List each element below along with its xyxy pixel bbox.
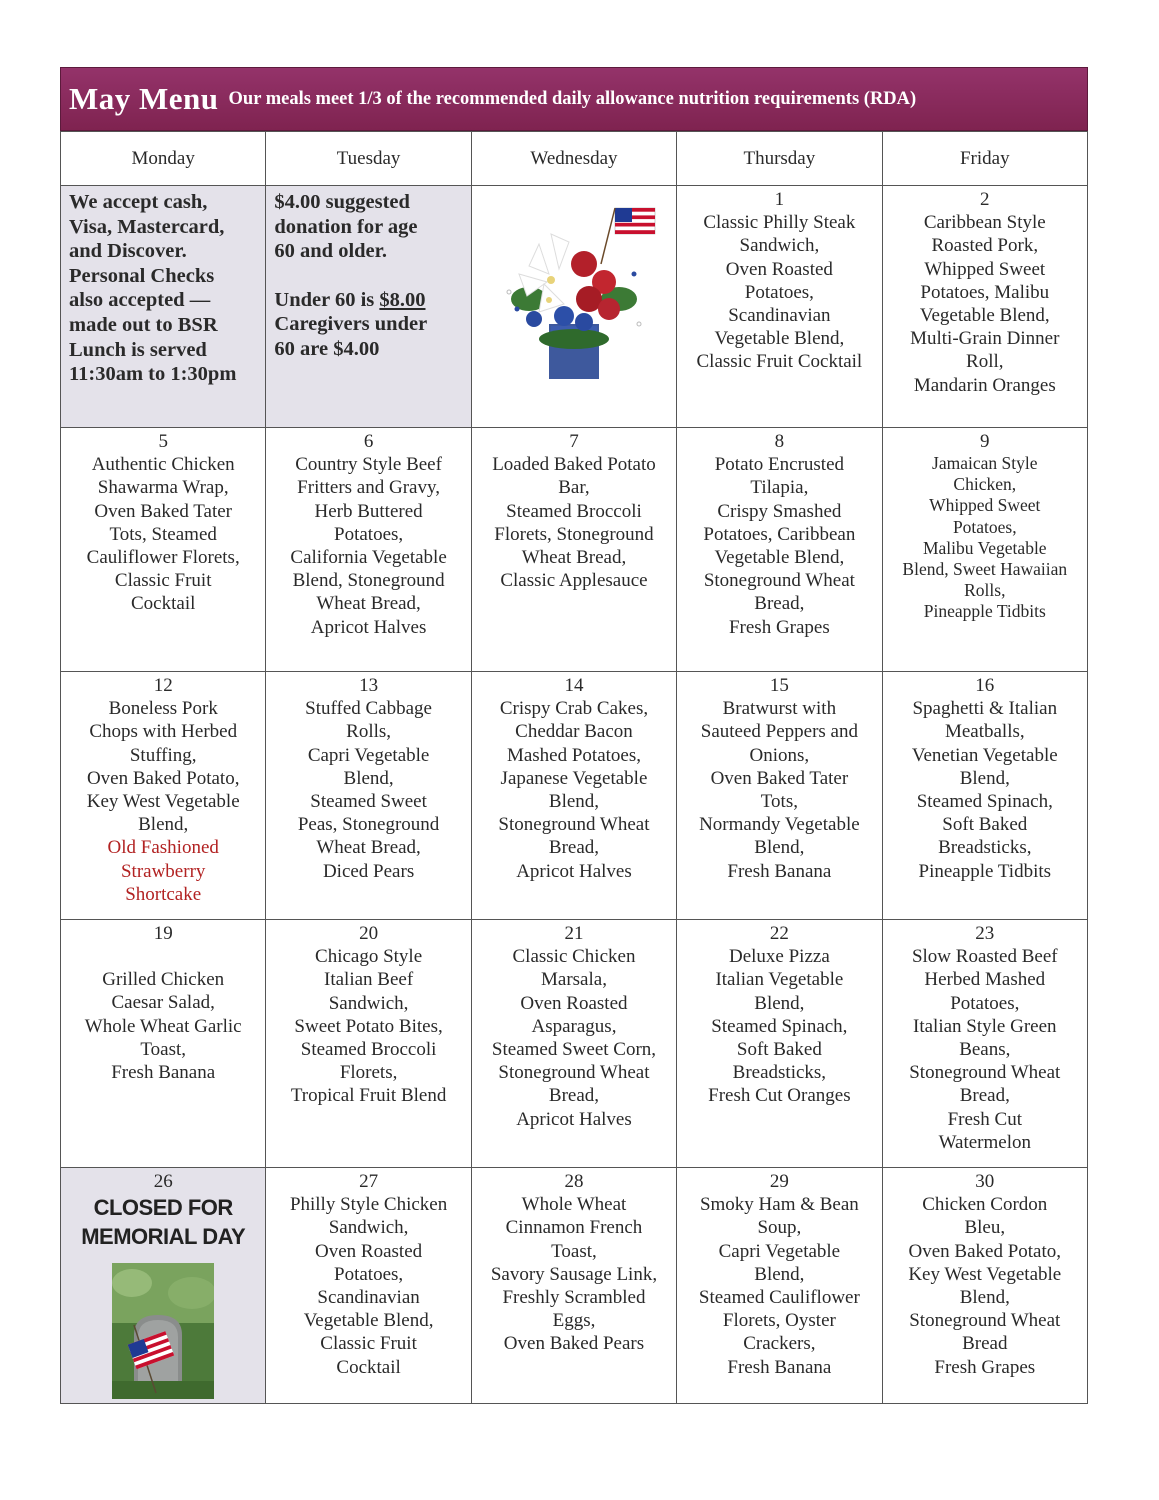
menu-line: Blend, [343, 767, 394, 789]
menu-line: Savory Sausage Link, [490, 1263, 658, 1285]
menu-line: Cocktail [131, 593, 196, 615]
menu-line: Oven Baked Pears [503, 1333, 645, 1355]
menu-line: Fritters and Gravy, [297, 477, 440, 499]
menu-line: Roll, [966, 351, 1004, 373]
day-number: 13 [359, 675, 379, 696]
menu-line: Blend, [548, 791, 600, 813]
menu-line: Whipped Sweet [924, 258, 1046, 280]
day-number: 19 [153, 923, 173, 944]
day-cell-6 [266, 428, 471, 672]
menu-line: Onions, [749, 744, 810, 766]
menu-line: Italian Style Green [913, 1015, 1057, 1037]
menu-line: Stoneground Wheat [703, 570, 855, 592]
menu-line: Steamed Broccoli [506, 500, 642, 522]
patriotic-flower-bouquet-image [489, 204, 659, 384]
menu-line: Bread, [754, 593, 805, 615]
menu-line: Bread [962, 1333, 1008, 1355]
menu-line: Normandy Vegetable [699, 814, 860, 836]
menu-line: Soft Baked [942, 814, 1028, 836]
menu-line: Loaded Baked Potato [492, 454, 656, 476]
menu-line: Classic Fruit [114, 570, 212, 592]
menu-line: Diced Pears [322, 860, 415, 882]
menu-line: Sandwich, [739, 235, 820, 257]
menu-line: Caribbean Style [923, 212, 1046, 234]
menu-line: Florets, [339, 1062, 398, 1084]
week-row-4 [61, 920, 1088, 1168]
menu-line: Oven Baked Tater [710, 767, 849, 789]
menu-line: Blend, [959, 767, 1010, 789]
menu-line: Oven Baked Potato, [908, 1240, 1062, 1262]
weekday-header-row [61, 132, 1088, 186]
under-60-prefix: Under 60 is [274, 288, 380, 311]
menu-line: Steamed Spinach, [916, 791, 1053, 813]
weekday-thursday: Thursday [677, 132, 882, 186]
menu-line: Spaghetti & Italian [912, 698, 1058, 720]
menu-line: Stuffed Cabbage [305, 698, 432, 720]
menu-line: Stoneground Wheat [498, 814, 650, 836]
day-number: 28 [564, 1171, 584, 1192]
day-cell-26 [61, 1168, 266, 1404]
closed-notice: MEMORIAL DAY [81, 1224, 246, 1250]
menu-line: Florets, Oyster [722, 1310, 836, 1332]
menu-line: Cocktail [336, 1356, 401, 1378]
menu-line: Tilapia, [750, 477, 809, 499]
menu-line: Italian Vegetable [715, 969, 844, 991]
menu-line: Vegetable Blend, [303, 1310, 434, 1332]
day-cell-15 [677, 672, 882, 920]
menu-line: Steamed Broccoli [300, 1039, 437, 1061]
closed-notice: CLOSED FOR [93, 1195, 233, 1221]
menu-line: Chicago Style [315, 946, 423, 968]
menu-line: Pineapple Tidbits [923, 601, 1046, 622]
menu-line: Oven Roasted [520, 992, 628, 1014]
menu-line: Peas, Stoneground [297, 814, 440, 836]
day-cell-23 [882, 920, 1087, 1168]
menu-line: California Vegetable [290, 547, 447, 569]
payment-line: 11:30am to 1:30pm [69, 363, 237, 386]
day-cell-30 [882, 1168, 1087, 1404]
menu-line: Potato Encrusted [714, 454, 844, 476]
donation-info-cell [266, 186, 471, 428]
day-number: 26 [153, 1171, 173, 1192]
menu-line: Wheat Bread, [316, 593, 421, 615]
menu-line: Fresh Cut [947, 1108, 1022, 1130]
payment-line: We accept cash, [69, 191, 208, 213]
menu-line: Tropical Fruit Blend [290, 1085, 447, 1107]
menu-line: Blend, [754, 992, 805, 1014]
week-row-3 [61, 672, 1088, 920]
payment-line: Lunch is served [69, 338, 207, 361]
day-number: 7 [569, 431, 579, 452]
menu-line: Herbed Mashed [924, 969, 1046, 991]
menu-line: Eggs, [552, 1310, 596, 1332]
menu-line: Cauliflower Florets, [86, 547, 240, 569]
day-number: 16 [975, 675, 995, 696]
payment-info-cell [61, 186, 266, 428]
menu-line: Herb Buttered [314, 500, 423, 522]
menu-line: Potatoes, [744, 281, 814, 303]
menu-line: Blend, Sweet Hawaiian [902, 559, 1068, 580]
caregiver-line: Caregivers under [274, 313, 428, 336]
menu-line: Jamaican Style [932, 453, 1038, 473]
menu-line: Slow Roasted Beef [911, 946, 1058, 968]
menu-line: Cinnamon French [505, 1217, 643, 1239]
menu-line: Fresh Grapes [934, 1356, 1036, 1378]
menu-line: Oven Baked Tater [94, 500, 232, 522]
menu-line: Breadsticks, [732, 1062, 827, 1084]
menu-line: Chops with Herbed [89, 721, 238, 743]
menu-line: Fresh Grapes [728, 616, 830, 638]
weekday-tuesday: Tuesday [266, 132, 471, 186]
menu-line: Potatoes, Malibu [920, 281, 1050, 303]
under-60-amount: $8.00 [379, 288, 426, 311]
menu-line: Asparagus, [531, 1015, 617, 1037]
menu-line: Malibu Vegetable [922, 537, 1047, 558]
menu-line: Mandarin Oranges [913, 374, 1056, 396]
menu-line: Toast, [140, 1038, 187, 1060]
menu-title: May Menu [69, 81, 219, 116]
menu-line: Pineapple Tidbits [918, 860, 1052, 882]
menu-line: Watermelon [938, 1131, 1031, 1153]
menu-banner [60, 67, 1088, 131]
menu-line: Stoneground Wheat [909, 1310, 1061, 1332]
menu-line: Key West Vegetable [908, 1263, 1062, 1285]
menu-line: Classic Philly Steak [703, 212, 856, 234]
menu-line: Potatoes, [334, 523, 404, 545]
weekday-friday: Friday [882, 132, 1087, 186]
menu-line: Classic Fruit Cocktail [696, 351, 863, 373]
day-number: 20 [359, 923, 379, 944]
menu-line: Crispy Smashed [717, 500, 842, 522]
day-cell-27 [266, 1168, 471, 1404]
menu-line: Venetian Vegetable [911, 744, 1058, 766]
day-number: 9 [980, 431, 990, 452]
weekday-wednesday: Wednesday [471, 132, 676, 186]
flower-image-cell [471, 186, 676, 428]
menu-line: Blend, [138, 814, 189, 836]
menu-line: Scandinavian [728, 305, 831, 327]
day-cell-5 [61, 428, 266, 672]
menu-line: Fresh Banana [111, 1062, 216, 1084]
menu-line: Potatoes, [950, 992, 1020, 1014]
menu-line: Sweet Potato Bites, [294, 1015, 443, 1037]
menu-line: Vegetable Blend, [714, 547, 845, 569]
day-cell-8 [677, 428, 882, 672]
weekday-monday: Monday [61, 132, 266, 186]
menu-line: Caesar Salad, [111, 992, 215, 1014]
menu-line-spacer [64, 945, 262, 968]
week-row-2 [61, 428, 1088, 672]
day-number: 5 [158, 431, 168, 452]
day-cell-19 [61, 920, 266, 1168]
menu-line: Vegetable Blend, [714, 328, 845, 350]
menu-line: Soup, [757, 1217, 802, 1239]
day-cell-22 [677, 920, 882, 1168]
menu-line: Bratwurst with [722, 698, 837, 720]
donation-line: 60 and older. [274, 240, 387, 263]
menu-line: Bleu, [964, 1217, 1006, 1239]
menu-line: Oven Baked Potato, [86, 767, 240, 789]
menu-line: Wheat Bread, [316, 837, 421, 859]
menu-line: Fresh Banana [727, 1356, 832, 1378]
menu-line: Whipped Sweet [929, 495, 1041, 516]
day-cell-28 [471, 1168, 676, 1404]
menu-line: Bread, [548, 837, 600, 859]
menu-line: Boneless Pork [108, 698, 218, 720]
dessert-line: Strawberry [120, 860, 206, 882]
menu-line: Freshly Scrambled [502, 1287, 646, 1309]
day-number: 21 [564, 923, 584, 944]
menu-line: Florets, Stoneground [494, 523, 654, 545]
day-cell-9 [882, 428, 1087, 672]
menu-line: Multi-Grain Dinner [910, 328, 1060, 350]
menu-line: Blend, [754, 1263, 805, 1285]
donation-line: $4.00 suggested [274, 191, 410, 213]
menu-line: Deluxe Pizza [728, 946, 830, 968]
menu-line: Potatoes, Caribbean [703, 523, 856, 545]
menu-line: Steamed Sweet [310, 791, 427, 813]
day-cell-14 [471, 672, 676, 920]
menu-line: Tots, Steamed [109, 523, 217, 545]
menu-line: Grilled Chicken [102, 969, 225, 991]
menu-line: Capri Vegetable [307, 744, 430, 766]
day-cell-29 [677, 1168, 882, 1404]
caregiver-line: 60 are $4.00 [274, 337, 380, 360]
menu-line: Capri Vegetable [718, 1240, 841, 1262]
week-row-1 [61, 186, 1088, 428]
payment-line: made out to BSR [69, 313, 218, 336]
menu-line: Potatoes, [952, 516, 1017, 537]
day-number: 12 [153, 675, 173, 696]
donation-line: donation for age [274, 215, 418, 238]
menu-line: Apricot Halves [516, 860, 632, 882]
menu-line: Meatballs, [944, 721, 1025, 743]
menu-line: Key West Vegetable [86, 791, 240, 813]
menu-line: Smoky Ham & Bean [699, 1194, 859, 1216]
menu-line: Toast, [551, 1240, 597, 1262]
payment-line: also accepted — [69, 289, 211, 312]
menu-line: Bread, [959, 1085, 1010, 1107]
payment-line: and Discover. [69, 240, 187, 263]
menu-line: Oven Roasted [315, 1240, 423, 1262]
under-60-line [274, 288, 462, 313]
day-number: 1 [774, 189, 785, 210]
day-cell-2 [882, 186, 1087, 428]
menu-line: Marsala, [541, 969, 607, 991]
menu-line: Whole Wheat [521, 1194, 627, 1216]
menu-line: Steamed Spinach, [711, 1015, 848, 1037]
menu-line: Blend, Stoneground [292, 570, 445, 592]
payment-line: Personal Checks [69, 264, 215, 287]
menu-line: Sandwich, [328, 1217, 409, 1239]
week-row-5 [61, 1168, 1088, 1404]
menu-line: Fresh Banana [727, 860, 832, 882]
menu-line: Stuffing, [129, 744, 197, 766]
menu-line: Breadsticks, [938, 837, 1032, 859]
menu-line: Country Style Beef [295, 454, 442, 476]
menu-line: Sauteed Peppers and [700, 721, 858, 743]
day-number: 8 [774, 431, 785, 452]
menu-table [60, 131, 1088, 1404]
menu-line: Steamed Cauliflower [698, 1287, 860, 1309]
day-number: 15 [769, 675, 789, 696]
day-number: 30 [975, 1171, 995, 1192]
day-cell-16 [882, 672, 1087, 920]
menu-line: Italian Beef [324, 969, 414, 991]
menu-line: Crispy Crab Cakes, [499, 698, 649, 720]
menu-line: Apricot Halves [310, 616, 427, 638]
menu-line: Scandinavian [317, 1287, 420, 1309]
menu-line: Philly Style Chicken [289, 1194, 448, 1216]
menu-line: Cheddar Bacon [515, 721, 633, 743]
menu-line: Steamed Sweet Corn, [491, 1039, 657, 1061]
memorial-flag-grave-image [112, 1263, 214, 1399]
day-cell-21 [471, 920, 676, 1168]
day-number: 6 [363, 431, 374, 452]
menu-line: Vegetable Blend, [919, 305, 1050, 327]
menu-line: Beans, [959, 1039, 1011, 1061]
menu-line: Soft Baked [736, 1039, 822, 1061]
day-number: 2 [980, 189, 990, 210]
day-number: 23 [975, 923, 995, 944]
menu-line: Bar, [558, 477, 590, 499]
menu-line: Rolls, [964, 580, 1006, 601]
day-number: 29 [769, 1171, 789, 1192]
menu-line: Classic Fruit [320, 1333, 417, 1355]
menu-line: Shawarma Wrap, [97, 477, 229, 499]
menu-line: Oven Roasted [725, 258, 833, 280]
menu-line: Stoneground Wheat [498, 1062, 650, 1084]
menu-line: Mashed Potatoes, [506, 744, 641, 766]
menu-line: Stoneground Wheat [909, 1062, 1061, 1084]
menu-line: Japanese Vegetable [500, 767, 648, 789]
day-number: 27 [359, 1171, 379, 1192]
menu-line: Blend, [959, 1287, 1010, 1309]
menu-line: Chicken, [953, 474, 1017, 495]
dessert-line: Old Fashioned [107, 837, 219, 859]
day-number: 22 [769, 923, 789, 944]
menu-subtitle: Our meals meet 1/3 of the recommended daily allowance nutrition requirements (RDA) [228, 88, 917, 109]
menu-line: Classic Applesauce [500, 570, 648, 592]
menu-line: Rolls, [346, 721, 392, 743]
menu-line: Blend, [754, 837, 805, 859]
menu-line: Sandwich, [328, 992, 409, 1014]
menu-line: Potatoes, [334, 1263, 404, 1285]
day-cell-12 [61, 672, 266, 920]
menu-line: Roasted Pork, [931, 235, 1039, 257]
menu-line: Fresh Cut Oranges [708, 1085, 851, 1107]
menu-calendar [60, 67, 1088, 1404]
day-cell-7 [471, 428, 676, 672]
menu-line: Crackers, [743, 1333, 816, 1355]
menu-line: Wheat Bread, [521, 547, 627, 569]
menu-line: Chicken Cordon [922, 1194, 1048, 1216]
menu-line: Authentic Chicken [91, 454, 235, 476]
menu-line: Whole Wheat Garlic [84, 1015, 242, 1037]
menu-line: Apricot Halves [516, 1108, 632, 1130]
day-cell-13 [266, 672, 471, 920]
payment-line: Visa, Mastercard, [69, 215, 225, 238]
menu-line: Bread, [548, 1085, 600, 1107]
dessert-line: Shortcake [125, 883, 202, 905]
day-cell-1 [677, 186, 882, 428]
menu-line: Tots, [760, 791, 798, 813]
day-cell-20 [266, 920, 471, 1168]
menu-line: Classic Chicken [512, 946, 636, 968]
day-number: 14 [564, 675, 584, 696]
